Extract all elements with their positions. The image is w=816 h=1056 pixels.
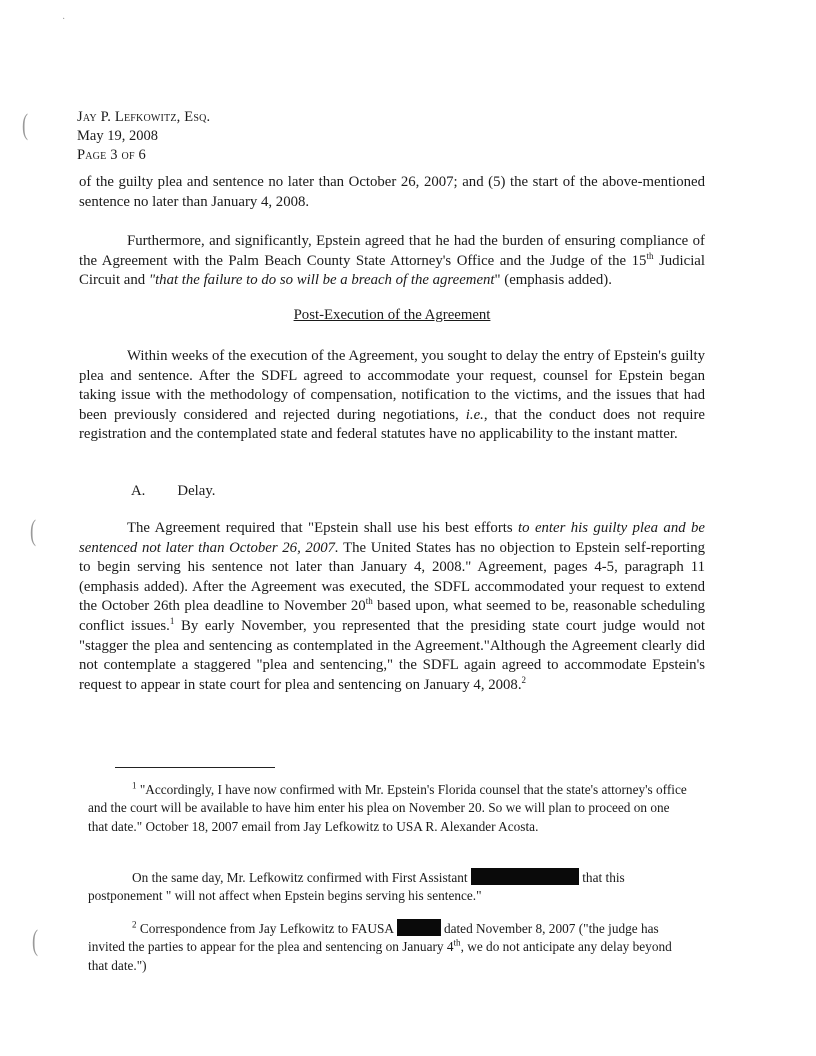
footnote-1: $^1$ "Accordingly, I have now confirmed with Mr. Epstein's Florida counsel that the state's attorney's office and the court will be available to have him enter his plea on November 20. So we will plan to proceed on one that date." October 18, 2007 email from Jay Lefkowitz to USA R. Alexander Acosta. <box>88 780 687 834</box>
hole-punch-mark: ( <box>32 924 38 957</box>
paragraph-delay: The Agreement required that "Epstein shall use his best efforts to enter his guilty plea and be sentenced not later than October 26, 2007. The United States has no objection to Epstein self-reporting to begin serving his sentence not later than January 4, 2008." Agreement, pages 4-5, paragraph 11 (emphasis added). After the Agreement was executed, the SDFL accommodated your request to extend the October 26th plea deadline to November 20th based upon, what seemed to be, reasonable scheduling conflict issues.$^1$ By early November, you represented that the presiding state court judge would not "stagger the plea and sentencing as contemplated in the Agreement."Although the Agreement clearly did not contemplate a staggered "plea and sentencing," the SDFL again agreed to accommodate Epstein's request to appear in state court for plea and sentencing on January 4, 2008.$^2$ <box>79 520 705 693</box>
hole-punch-mark: ( <box>22 108 28 141</box>
letter-date: May 19, 2008 <box>77 128 158 144</box>
paragraph-continuation: of the guilty plea and sentence no later than October 26, 2007; and (5) the start of the above-mentioned sentence no later than January 4, 2008. <box>79 174 705 210</box>
paragraph-post-execution: Within weeks of the execution of the Agreement, you sought to delay the entry of Epstein's guilty plea and sentence. After the SDFL agreed to accommodate your request, counsel for Epstein began taking issue with the methodology of compensation, notification to the victims, and the issues that had been previously considered and rejected during negotiations, i.e., that the conduct does not require registration and the contemplated state and federal statutes have no applicability to the instant matter. <box>79 348 705 443</box>
page-number: Page 3 of 6 <box>77 147 146 163</box>
footnote-ref-2: 2 <box>521 674 527 685</box>
scan-speck: · <box>62 14 66 25</box>
redaction-block <box>397 919 441 936</box>
hole-punch-mark: ( <box>30 514 36 547</box>
redaction-block <box>471 868 579 885</box>
letter-header <box>77 108 210 165</box>
footnote-2: $^2$ Correspondence from Jay Lefkowitz to FAUSA dated November 8, 2007 ("the judge has invited the parties to appear for the plea and sentencing on January 4th, we do not anticipate any delay beyond that date.") <box>88 919 672 973</box>
section-heading: Post-Execution of the Agreement <box>293 307 491 323</box>
footnote-1-continuation: On the same day, Mr. Lefkowitz confirmed with First Assistant that this postponement " will not affect when Epstein begins serving his sentence." <box>88 870 625 904</box>
subheading-delay: A. Delay. <box>131 483 216 499</box>
recipient-name: Jay P. Lefkowitz, Esq. <box>77 109 211 125</box>
footnote-divider <box>115 767 275 768</box>
footnote-ref-1: 1 <box>169 616 175 627</box>
paragraph-burden: Furthermore, and significantly, Epstein agreed that he had the burden of ensuring compliance of the Agreement with the Palm Beach County State Attorney's Office and the Judge of the 15th Judicial Circuit and "that the failure to do so will be a breach of the agreement" (emphasis added). <box>79 233 705 289</box>
